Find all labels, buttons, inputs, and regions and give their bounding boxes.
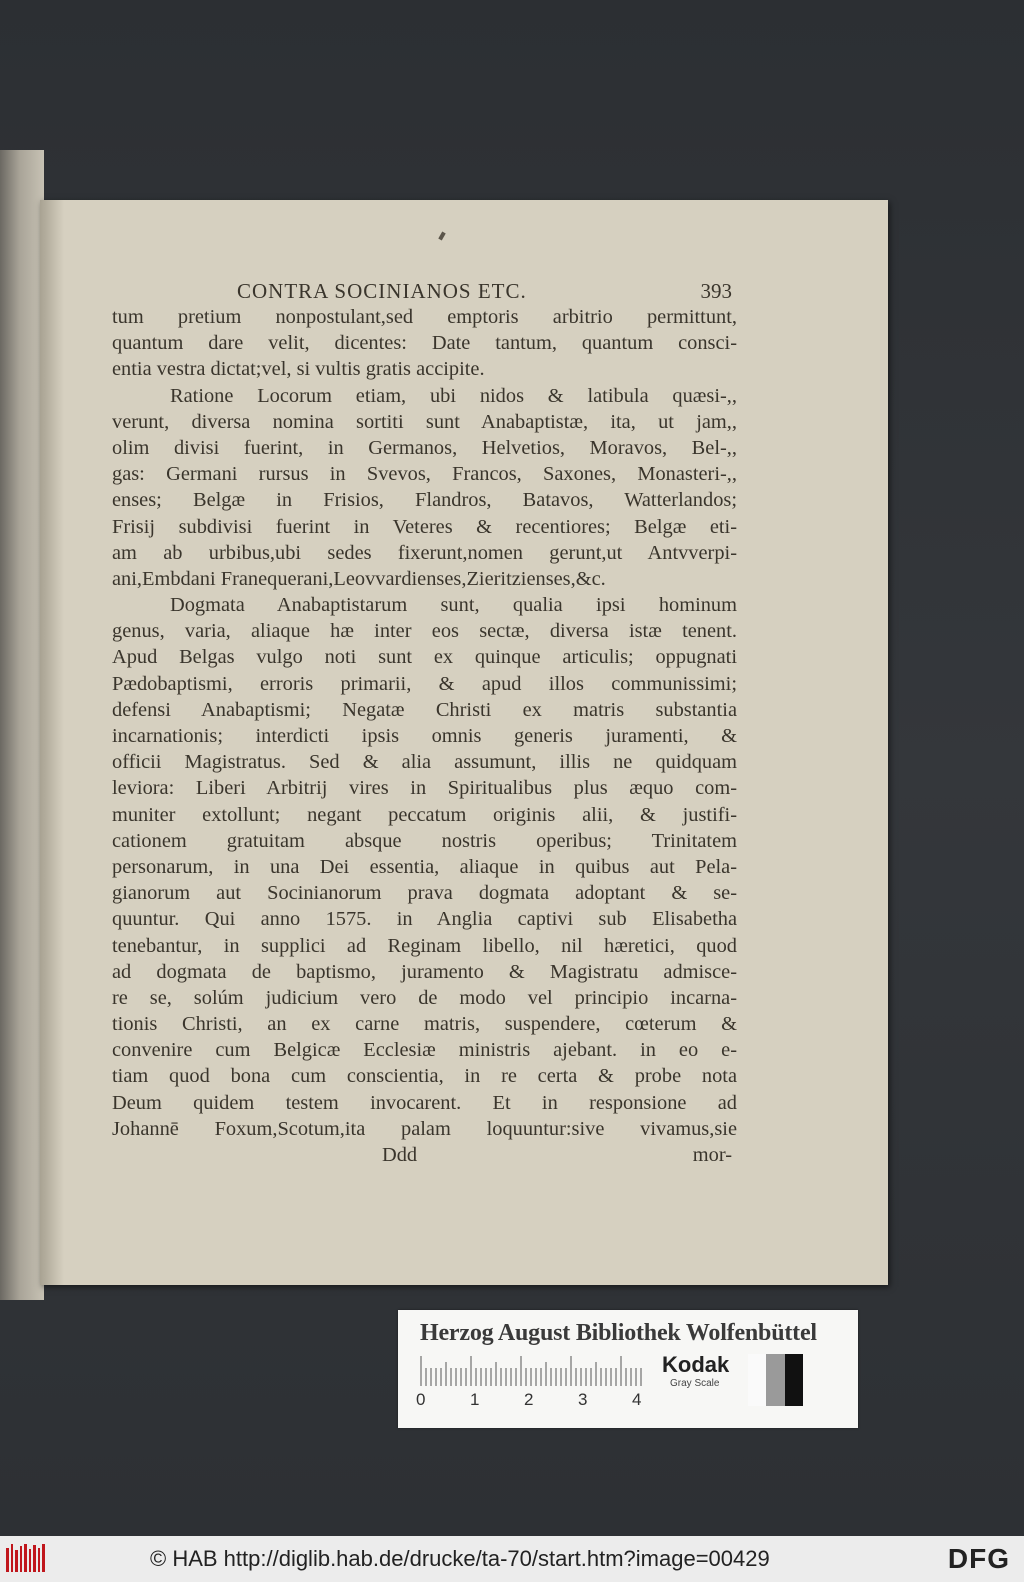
page-text-block: [112, 278, 737, 1168]
text-line: enses; Belgæ in Frisios, Flandros, Batavos, Watterlandos;: [112, 489, 737, 512]
ruler-number: 3: [578, 1390, 588, 1409]
footer-bar: [0, 1536, 1024, 1582]
text-line: olim divisi fuerint, in Germanos, Helvetios, Moravos, Bel-,,: [112, 436, 737, 459]
text-line: incarnationis; interdicti ipsis omnis generis juramenti, &: [112, 725, 737, 747]
text-line: tionis Christi, an ex carne matris, suspendere, cœterum &: [112, 1013, 737, 1036]
text-line: am ab urbibus,ubi sedes fixerunt,nomen gerunt,ut Antvverpi-: [112, 541, 737, 564]
library-name: Herzog August Bibliothek Wolfenbüttel: [420, 1320, 817, 1346]
text-line: personarum, in una Dei essentia, aliaque in quibus aut Pela-: [112, 855, 737, 878]
text-line: tiam quod bona cum conscientia, in re certa & probe nota: [112, 1065, 737, 1088]
text-line: verunt, diversa nomina sortiti sunt Anabaptistæ, ita, ut jam,,: [112, 410, 737, 433]
text-line: ad dogmata de baptismo, juramento & Magistratu admisce-: [112, 960, 737, 983]
text-line: defensi Anabaptismi; Negatæ Christi ex matris substantia: [112, 698, 737, 721]
text-line: gas: Germani rursus in Svevos, Francos, Saxones, Monasteri-,,: [112, 463, 737, 486]
running-head-title: CONTRA SOCINIANOS ETC.: [237, 279, 527, 303]
left-page-edges: [0, 150, 44, 1300]
ruler-number: 2: [524, 1390, 534, 1409]
gray-scale-label: Gray Scale: [670, 1378, 720, 1389]
text-line: Frisij subdivisi fuerint in Veteres & recentiores; Belgæ eti-: [112, 515, 737, 538]
text-line: Ratione Locorum etiam, ubi nidos & latibula quæsi-,,: [170, 384, 737, 407]
text-line: Apud Belgas vulgo noti sunt ex quinque articulis; oppugnati: [112, 646, 737, 669]
gray-scale-swatch: [748, 1354, 803, 1406]
text-line: convenire cum Belgicæ Ecclesiæ ministris ajebant. in eo e-: [112, 1039, 737, 1062]
page-number: 393: [700, 279, 732, 303]
page-footer-line: [112, 1142, 737, 1168]
hab-barcode-icon: [6, 1544, 46, 1574]
text-line: leviora: Liberi Arbitrij vires in Spiritualibus plus æquo com-: [112, 777, 737, 800]
dfg-logo: DFG: [947, 1543, 1010, 1574]
text-line: tenebantur, in supplici ad Reginam libello, nil hæretici, quod: [112, 934, 737, 957]
text-line: muniter extollunt; negant peccatum originis alii, & justifi-: [112, 803, 737, 826]
kodak-logo: Kodak: [662, 1352, 730, 1377]
text-line: genus, varia, aliaque hæ inter eos sectæ, diversa istæ tenent.: [112, 620, 737, 643]
text-line: re se, solúm judicium vero de modo vel principio incarna-: [112, 986, 737, 1009]
text-line: Deum quidem testem invocarent. Et in responsione ad: [112, 1091, 737, 1114]
text-line: officii Magistratus. Sed & alia assumunt, illis ne quidquam: [112, 751, 737, 774]
ruler-number: 1: [470, 1390, 480, 1409]
signature-mark: Ddd: [382, 1144, 418, 1166]
text-line: ani,Embdani Franequerani,Leovvardienses,Zieritzienses,&c.: [112, 567, 606, 590]
text-line: quuntur. Qui anno 1575. in Anglia captivi sub Elisabetha: [112, 908, 737, 931]
text-line: gianorum aut Socinianorum prava dogmata adoptant & se-: [112, 882, 737, 905]
copyright-url[interactable]: © HAB http://diglib.hab.de/drucke/ta-70/start.htm?image=00429: [150, 1546, 770, 1571]
ruler-number: 4: [632, 1390, 642, 1409]
text-line: cationem gratuitam absque nostris operibus; Trinitatem: [112, 829, 737, 852]
text-line: entia vestra dictat;vel, si vultis gratis accipite.: [112, 358, 485, 381]
running-head: [112, 278, 737, 304]
ruler-number: 0: [416, 1390, 426, 1409]
book-page: [40, 200, 888, 1285]
text-line: Pædobaptismi, erroris primarii, & apud illos communissimi;: [112, 672, 737, 695]
scale-ruler-icon: [420, 1356, 646, 1386]
text-line: quantum dare velit, dicentes: Date tantum, quantum consci-: [112, 332, 737, 355]
text-line: tum pretium nonpostulant,sed emptoris arbitrio permittunt,: [112, 306, 737, 328]
library-label-card: [398, 1310, 858, 1428]
ruler-numbers: [398, 1390, 658, 1414]
text-line: Johannē Foxum,Scotum,ita palam loquuntur:sive vivamus,sie: [112, 1117, 737, 1140]
catchword: mor-: [692, 1144, 732, 1166]
text-line: Dogmata Anabaptistarum sunt, qualia ipsi hominum: [170, 594, 737, 617]
text-lines: [112, 304, 737, 1142]
